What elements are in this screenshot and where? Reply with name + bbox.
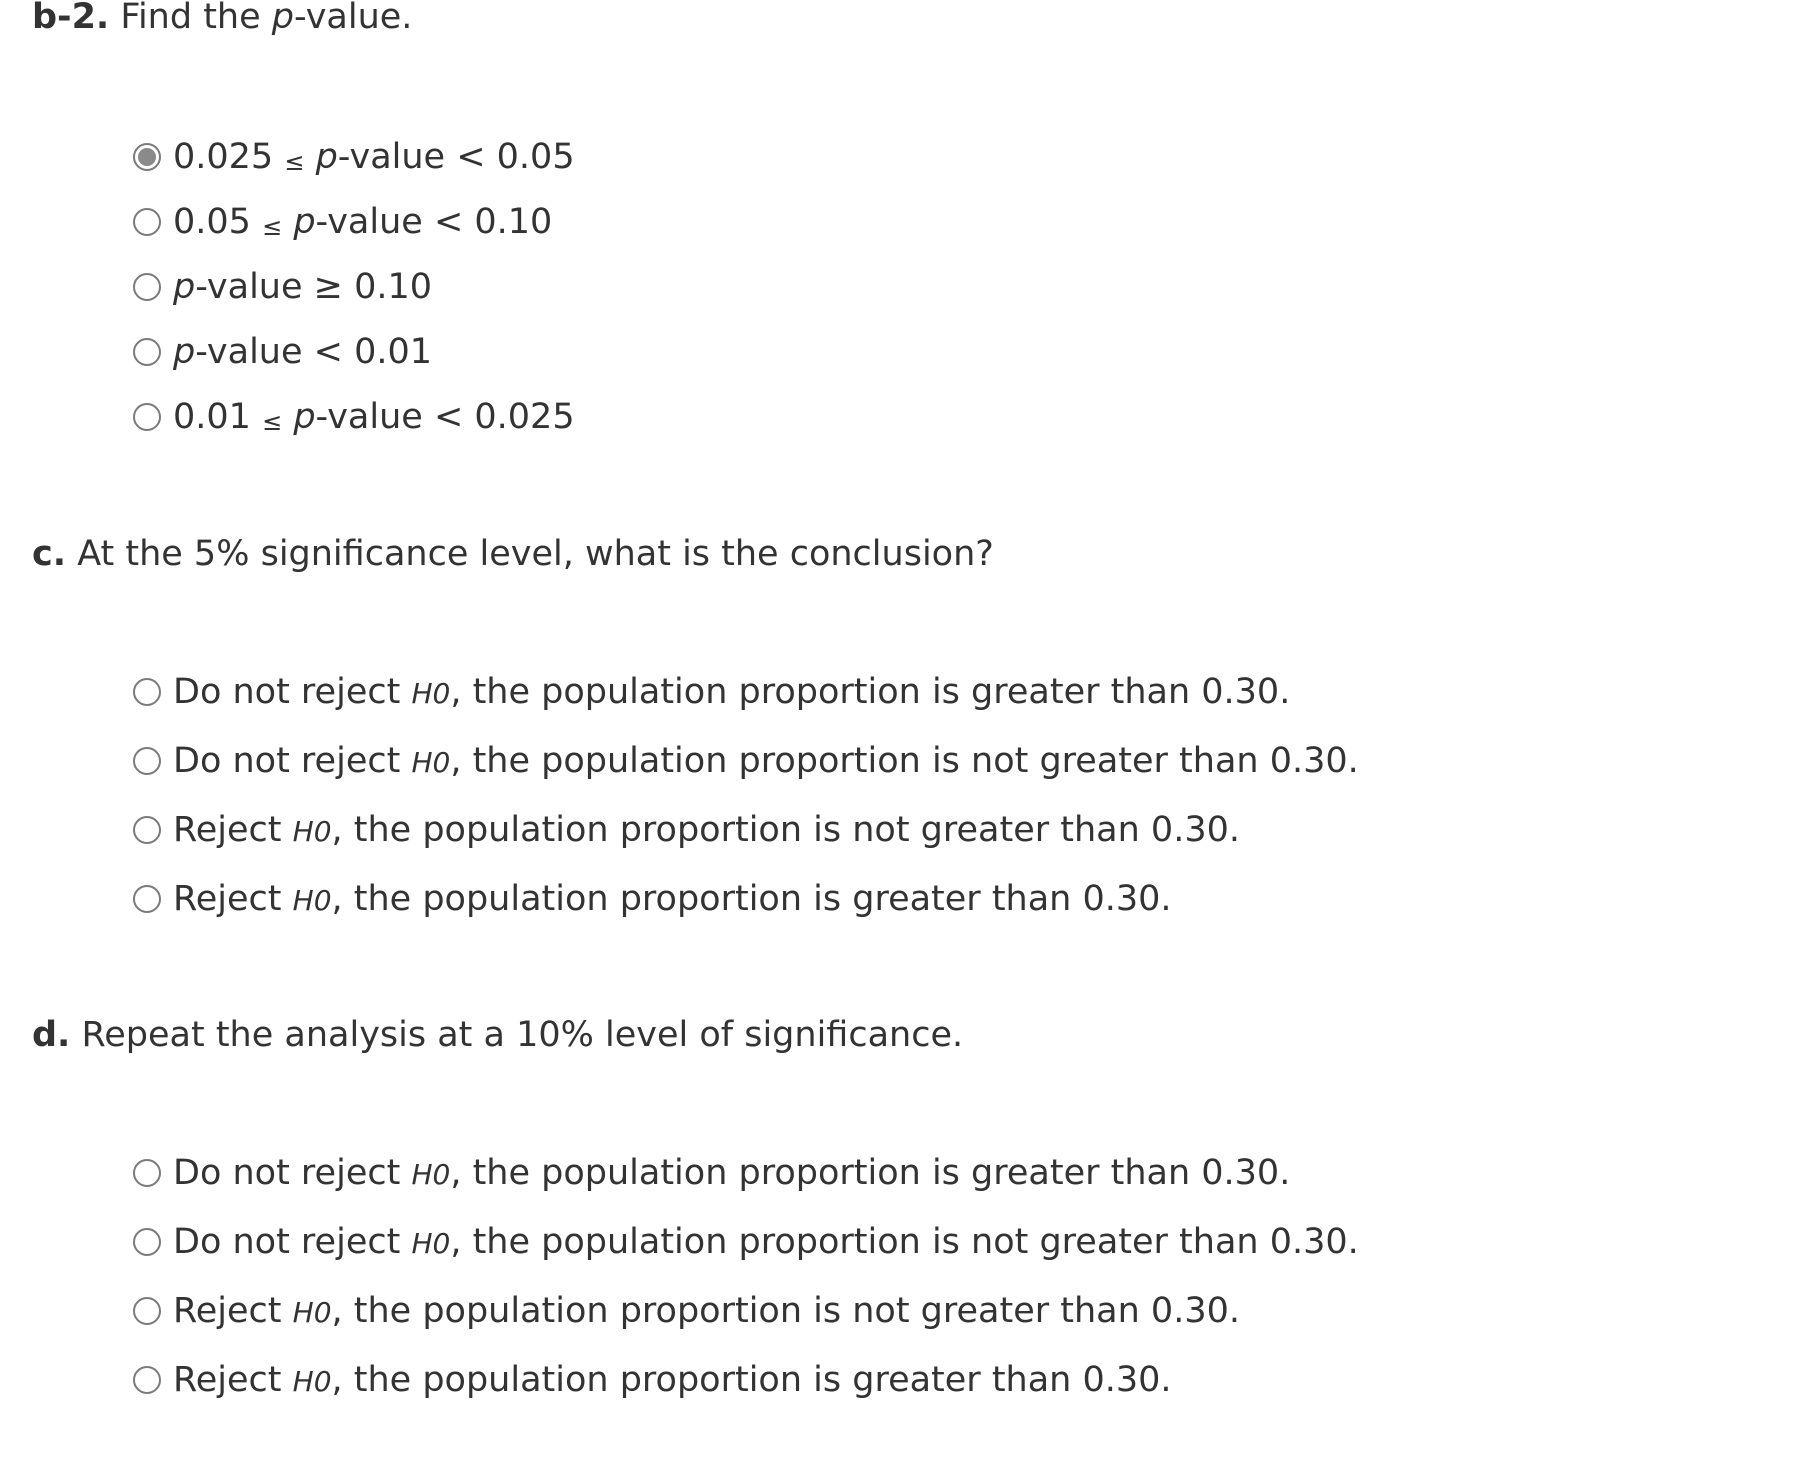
option-label xyxy=(173,1152,1291,1193)
question-text: Repeat the analysis at a 10% level of significance. xyxy=(81,1015,964,1055)
h0-symbol: H0 xyxy=(411,1157,451,1191)
option-text: 0.025 xyxy=(173,136,285,177)
radio-button[interactable] xyxy=(133,678,161,706)
radio-dot xyxy=(138,148,156,166)
h0-symbol: H0 xyxy=(411,676,451,710)
option-label xyxy=(173,136,575,177)
radio-button[interactable] xyxy=(133,403,161,431)
option-text: Do not reject xyxy=(173,671,412,712)
option-label xyxy=(173,201,553,242)
radio-button[interactable] xyxy=(133,747,161,775)
option-p-italic: p xyxy=(293,201,316,242)
question-c-heading xyxy=(32,534,994,574)
d-option[interactable] xyxy=(133,1153,1290,1193)
option-label xyxy=(173,1290,1240,1331)
option-text: , the population proportion is not greater than 0.30. xyxy=(331,809,1240,850)
radio-button[interactable] xyxy=(133,1228,161,1256)
question-text: -value. xyxy=(294,0,413,37)
option-text: Reject xyxy=(173,809,293,850)
h0-symbol: H0 xyxy=(411,1226,451,1260)
option-label xyxy=(173,740,1359,781)
option-text xyxy=(304,137,315,177)
option-text: Do not reject xyxy=(173,1152,412,1193)
option-label xyxy=(173,1359,1172,1400)
question-text-italic: p xyxy=(271,0,295,37)
b2-option[interactable] xyxy=(133,397,575,437)
leq-symbol: ≤ xyxy=(262,407,283,436)
leq-symbol: ≤ xyxy=(284,147,305,176)
d-option[interactable] xyxy=(133,1222,1359,1262)
option-text: Reject xyxy=(173,878,293,919)
option-label xyxy=(173,809,1240,850)
option-text: , the population proportion is greater than 0.30. xyxy=(450,671,1291,712)
c-option[interactable] xyxy=(133,672,1290,712)
option-text: -value < 0.025 xyxy=(315,396,575,437)
h0-symbol: H0 xyxy=(292,1364,332,1398)
question-label: b-2. xyxy=(32,0,110,37)
option-text: , the population proportion is not greater than 0.30. xyxy=(450,740,1359,781)
option-text: , the population proportion is greater than 0.30. xyxy=(331,878,1172,919)
option-p-italic: p xyxy=(173,331,196,372)
c-option[interactable] xyxy=(133,879,1172,919)
radio-button[interactable] xyxy=(133,1297,161,1325)
option-text: Do not reject xyxy=(173,740,412,781)
option-p-italic: p xyxy=(315,136,338,177)
question-b2-heading xyxy=(32,0,412,35)
option-text: 0.01 xyxy=(173,396,263,437)
option-text: , the population proportion is not greater than 0.30. xyxy=(450,1221,1359,1262)
option-text xyxy=(282,397,293,437)
h0-symbol: H0 xyxy=(292,814,332,848)
option-label xyxy=(173,1221,1359,1262)
c-option[interactable] xyxy=(133,810,1240,850)
d-option[interactable] xyxy=(133,1291,1240,1331)
h0-symbol: H0 xyxy=(292,883,332,917)
option-text: -value ≥ 0.10 xyxy=(195,266,433,307)
question-label: d. xyxy=(32,1015,71,1055)
b2-option[interactable] xyxy=(133,202,552,242)
radio-button[interactable] xyxy=(133,1366,161,1394)
h0-symbol: H0 xyxy=(411,745,451,779)
b2-option[interactable] xyxy=(133,137,575,177)
option-text: , the population proportion is not greater than 0.30. xyxy=(331,1290,1240,1331)
option-label xyxy=(173,266,433,307)
option-label xyxy=(173,671,1291,712)
option-text: 0.05 xyxy=(173,201,263,242)
question-text: At the 5% significance level, what is the conclusion? xyxy=(77,534,994,574)
b2-option[interactable] xyxy=(133,267,432,307)
option-label xyxy=(173,331,433,372)
option-text: -value < 0.01 xyxy=(195,331,433,372)
option-text: Do not reject xyxy=(173,1221,412,1262)
option-label xyxy=(173,396,575,437)
b2-option[interactable] xyxy=(133,332,432,372)
question-text: Find the xyxy=(120,0,261,37)
option-text: -value < 0.05 xyxy=(337,136,575,177)
h0-symbol: H0 xyxy=(292,1295,332,1329)
radio-button[interactable] xyxy=(133,885,161,913)
option-text: , the population proportion is greater than 0.30. xyxy=(450,1152,1291,1193)
option-label xyxy=(173,878,1172,919)
radio-button[interactable] xyxy=(133,208,161,236)
question-d-heading xyxy=(32,1015,964,1055)
option-text: Reject xyxy=(173,1290,293,1331)
option-text: -value < 0.10 xyxy=(315,201,553,242)
radio-button[interactable] xyxy=(133,143,161,171)
question-label: c. xyxy=(32,534,67,574)
radio-button[interactable] xyxy=(133,273,161,301)
leq-symbol: ≤ xyxy=(262,212,283,241)
option-text: Reject xyxy=(173,1359,293,1400)
option-p-italic: p xyxy=(173,266,196,307)
option-p-italic: p xyxy=(293,396,316,437)
c-option[interactable] xyxy=(133,741,1359,781)
radio-button[interactable] xyxy=(133,338,161,366)
radio-button[interactable] xyxy=(133,1159,161,1187)
d-option[interactable] xyxy=(133,1360,1172,1400)
radio-button[interactable] xyxy=(133,816,161,844)
option-text xyxy=(282,202,293,242)
option-text: , the population proportion is greater than 0.30. xyxy=(331,1359,1172,1400)
